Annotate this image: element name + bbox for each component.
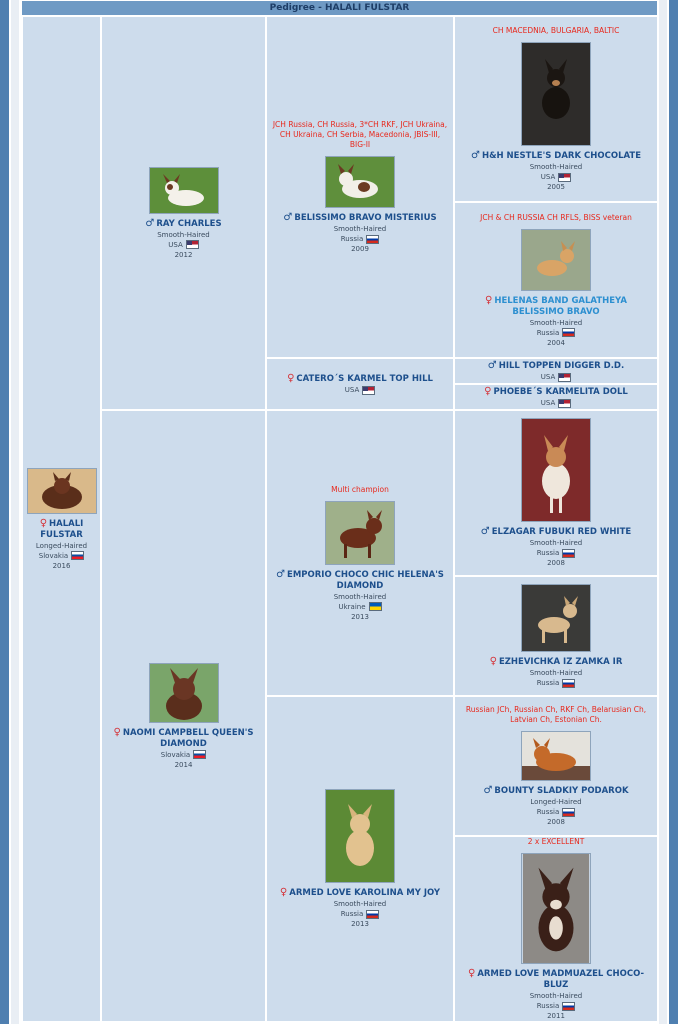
subject-name-link[interactable] bbox=[23, 518, 100, 541]
dam-sire-name-link[interactable] bbox=[267, 569, 453, 592]
dam-name: NAOMI CAMPBELL QUEEN'S DIAMOND bbox=[122, 727, 254, 749]
g4-name-link[interactable] bbox=[480, 386, 632, 398]
g3-name-link[interactable] bbox=[484, 360, 628, 372]
g7-country: Russia bbox=[536, 808, 560, 816]
dam-sire-name: EMPORIO CHOCO CHIC HELENA'S DIAMOND bbox=[287, 569, 444, 591]
g5-country-row bbox=[537, 548, 576, 558]
g6-cell bbox=[454, 576, 658, 696]
usa-flag-icon bbox=[186, 240, 199, 249]
female-symbol-icon: ♀ bbox=[287, 373, 295, 384]
sire-dam-country-row bbox=[345, 385, 376, 395]
sire-photo bbox=[149, 167, 219, 214]
g6-name-link[interactable] bbox=[486, 656, 627, 668]
g4-country: USA bbox=[540, 399, 556, 407]
g4-name: PHOEBE´S KARMELITA DOLL bbox=[493, 387, 628, 397]
sire-sire-country: Russia bbox=[340, 235, 364, 243]
g2-country-row bbox=[537, 328, 576, 338]
russia-flag-icon bbox=[366, 235, 379, 244]
subject-name: HALALI FULSTAR bbox=[40, 518, 84, 540]
g4-cell bbox=[454, 384, 658, 410]
dam-name-link[interactable] bbox=[102, 727, 265, 750]
dam-sire-cell bbox=[266, 410, 454, 696]
female-symbol-icon: ♀ bbox=[113, 726, 121, 738]
g8-titles: 2 x EXCELLENT bbox=[527, 837, 585, 846]
female-symbol-icon: ♀ bbox=[467, 968, 476, 979]
dam-dam-photo bbox=[325, 789, 395, 883]
sire-country: USA bbox=[168, 240, 183, 249]
g1-country-row bbox=[541, 172, 572, 182]
g2-country: Russia bbox=[536, 328, 560, 337]
g1-year: 2005 bbox=[547, 183, 565, 191]
g8-country-row bbox=[537, 1001, 576, 1011]
g3-name: HILL TOPPEN DIGGER D.D. bbox=[498, 361, 625, 371]
sire-dam-name-link[interactable] bbox=[283, 373, 437, 385]
g1-cell bbox=[454, 16, 658, 202]
g2-year: 2004 bbox=[547, 338, 565, 347]
subject-coat: Longed-Haired bbox=[35, 541, 88, 550]
dam-sire-country-row bbox=[338, 602, 381, 612]
dam-photo bbox=[149, 663, 219, 723]
female-symbol-icon: ♀ bbox=[279, 887, 288, 898]
g8-name: ARMED LOVE MADMUAZEL CHOCO-BLUZ bbox=[477, 969, 645, 990]
g2-name: HELENAS BAND GALATHEYA BELISSIMO BRAVO bbox=[494, 295, 627, 317]
subject-year: 2016 bbox=[52, 561, 71, 570]
inner-border-right bbox=[659, 0, 667, 1024]
female-symbol-icon: ♀ bbox=[485, 294, 493, 306]
usa-flag-icon bbox=[362, 386, 375, 395]
dam-dam-cell bbox=[266, 696, 454, 1022]
sire-dam-name: CATERO´S KARMEL TOP HILL bbox=[296, 374, 433, 384]
sire-sire-country-row bbox=[341, 234, 380, 244]
dam-dam-name: ARMED LOVE KAROLINA MY JOY bbox=[289, 888, 441, 898]
g5-country: Russia bbox=[536, 549, 560, 557]
russia-flag-icon bbox=[562, 549, 575, 558]
dam-dam-name-link[interactable] bbox=[276, 887, 444, 899]
g7-country-row bbox=[537, 807, 576, 817]
g7-coat: Longed-Haired bbox=[530, 798, 582, 806]
g5-photo bbox=[521, 418, 591, 522]
male-symbol-icon: ♂ bbox=[470, 150, 480, 161]
g1-titles: CH MACEDNIA, BULGARIA, BALTIC bbox=[492, 26, 620, 35]
dam-dam-country: Russia bbox=[340, 910, 364, 918]
g3-country-row bbox=[541, 372, 572, 382]
slovakia-flag-icon bbox=[71, 551, 84, 560]
sire-name: RAY CHARLES bbox=[156, 218, 222, 229]
g2-titles: JCH & CH RUSSIA CH RFLS, BISS veteran bbox=[480, 212, 632, 222]
sire-country-row bbox=[168, 240, 199, 250]
g5-coat: Smooth-Haired bbox=[529, 539, 583, 547]
dam-sire-coat: Smooth-Haired bbox=[333, 592, 387, 601]
subject-country-row bbox=[39, 551, 84, 561]
sire-sire-coat: Smooth-Haired bbox=[333, 225, 387, 233]
male-symbol-icon: ♂ bbox=[487, 360, 497, 371]
page-border-right bbox=[669, 0, 678, 1024]
sire-sire-name: BELISSIMO BRAVO MISTERIUS bbox=[294, 213, 437, 223]
g3-country: USA bbox=[540, 373, 556, 381]
slovakia-flag-icon bbox=[193, 750, 206, 759]
female-symbol-icon: ♀ bbox=[489, 656, 497, 667]
male-symbol-icon: ♂ bbox=[283, 212, 293, 223]
dam-country: Slovakia bbox=[160, 750, 191, 759]
dam-year: 2014 bbox=[174, 760, 193, 769]
sire-cell bbox=[101, 16, 266, 410]
g8-year: 2011 bbox=[547, 1012, 565, 1020]
g6-country-row bbox=[537, 678, 576, 688]
dam-sire-year: 2013 bbox=[351, 612, 369, 621]
subject-country: Slovakia bbox=[38, 551, 69, 560]
russia-flag-icon bbox=[562, 679, 575, 688]
usa-flag-icon bbox=[558, 399, 571, 408]
g6-country: Russia bbox=[536, 679, 560, 687]
dam-dam-coat: Smooth-Haired bbox=[333, 900, 387, 908]
sire-year: 2012 bbox=[174, 250, 193, 259]
sire-dam-country: USA bbox=[344, 386, 360, 394]
sire-sire-name-link[interactable] bbox=[279, 212, 440, 224]
g3-cell bbox=[454, 358, 658, 384]
male-symbol-icon: ♂ bbox=[276, 568, 286, 580]
g2-photo bbox=[521, 229, 591, 291]
g1-name-link[interactable] bbox=[467, 150, 645, 162]
g1-coat: Smooth-Haired bbox=[529, 163, 583, 171]
sire-sire-cell bbox=[266, 16, 454, 358]
g4-country-row bbox=[541, 398, 572, 408]
female-symbol-icon: ♀ bbox=[484, 386, 492, 397]
subject-photo bbox=[27, 468, 97, 514]
ukraine-flag-icon bbox=[369, 602, 382, 611]
male-symbol-icon: ♂ bbox=[480, 526, 490, 537]
g7-year: 2008 bbox=[547, 818, 565, 826]
g1-name: H&H NESTLE'S DARK CHOCOLATE bbox=[481, 151, 642, 161]
sire-coat: Smooth-Haired bbox=[157, 230, 210, 239]
g7-titles: Russian JCh, Russian Ch, RKF Ch, Belarusian Ch, Latvian Ch, Estonian Ch. bbox=[465, 705, 647, 724]
g8-cell bbox=[454, 836, 658, 1022]
dam-sire-titles: Multi champion bbox=[331, 484, 389, 494]
dam-country-row bbox=[161, 750, 206, 760]
sire-sire-titles: JCH Russia, CH Russia, 3*CH RKF, JCH Ukraina, CH Ukraina, CH Serbia, Macedonia, JBIS-III, BIG-II bbox=[272, 120, 448, 149]
sire-sire-photo bbox=[325, 156, 395, 208]
russia-flag-icon bbox=[562, 808, 575, 817]
usa-flag-icon bbox=[558, 173, 571, 182]
page-border-left bbox=[0, 0, 9, 1024]
g7-name-link[interactable] bbox=[479, 785, 632, 797]
g1-photo bbox=[521, 42, 591, 146]
sire-dam-cell bbox=[266, 358, 454, 410]
russia-flag-icon bbox=[562, 1002, 575, 1011]
inner-border-left bbox=[11, 0, 19, 1024]
dam-dam-country-row bbox=[341, 909, 380, 919]
dam-cell bbox=[101, 410, 266, 1022]
g6-photo bbox=[521, 584, 591, 652]
subject-cell bbox=[22, 16, 101, 1022]
g8-country: Russia bbox=[536, 1002, 560, 1010]
g2-coat: Smooth-Haired bbox=[529, 318, 583, 327]
sire-sire-year: 2009 bbox=[351, 245, 369, 253]
g8-photo bbox=[521, 853, 591, 964]
g1-country: USA bbox=[540, 173, 556, 181]
g7-cell bbox=[454, 696, 658, 836]
usa-flag-icon bbox=[558, 373, 571, 382]
dam-sire-country: Ukraine bbox=[338, 602, 366, 611]
pedigree-title: Pedigree - HALALI FULSTAR bbox=[22, 1, 657, 15]
g7-photo bbox=[521, 731, 591, 781]
g5-year: 2008 bbox=[547, 559, 565, 567]
g7-name: BOUNTY SLADKIY PODAROK bbox=[494, 786, 629, 796]
male-symbol-icon: ♂ bbox=[483, 785, 493, 796]
g6-coat: Smooth-Haired bbox=[529, 669, 583, 677]
g6-name: EZHEVICHKA IZ ZAMKA IR bbox=[498, 657, 623, 667]
male-symbol-icon: ♂ bbox=[145, 217, 155, 229]
g5-name-link[interactable] bbox=[477, 526, 635, 538]
dam-dam-year: 2013 bbox=[351, 920, 369, 928]
g5-name: ELZAGAR FUBUKI RED WHITE bbox=[491, 527, 632, 537]
g8-name-link[interactable] bbox=[455, 968, 657, 991]
russia-flag-icon bbox=[562, 328, 575, 337]
sire-name-link[interactable] bbox=[141, 218, 225, 230]
russia-flag-icon bbox=[366, 910, 379, 919]
dam-sire-photo bbox=[325, 501, 395, 565]
female-symbol-icon: ♀ bbox=[39, 517, 48, 529]
g2-name-link[interactable] bbox=[455, 295, 657, 318]
g2-cell bbox=[454, 202, 658, 358]
g5-cell bbox=[454, 410, 658, 576]
g8-coat: Smooth-Haired bbox=[529, 992, 583, 1000]
